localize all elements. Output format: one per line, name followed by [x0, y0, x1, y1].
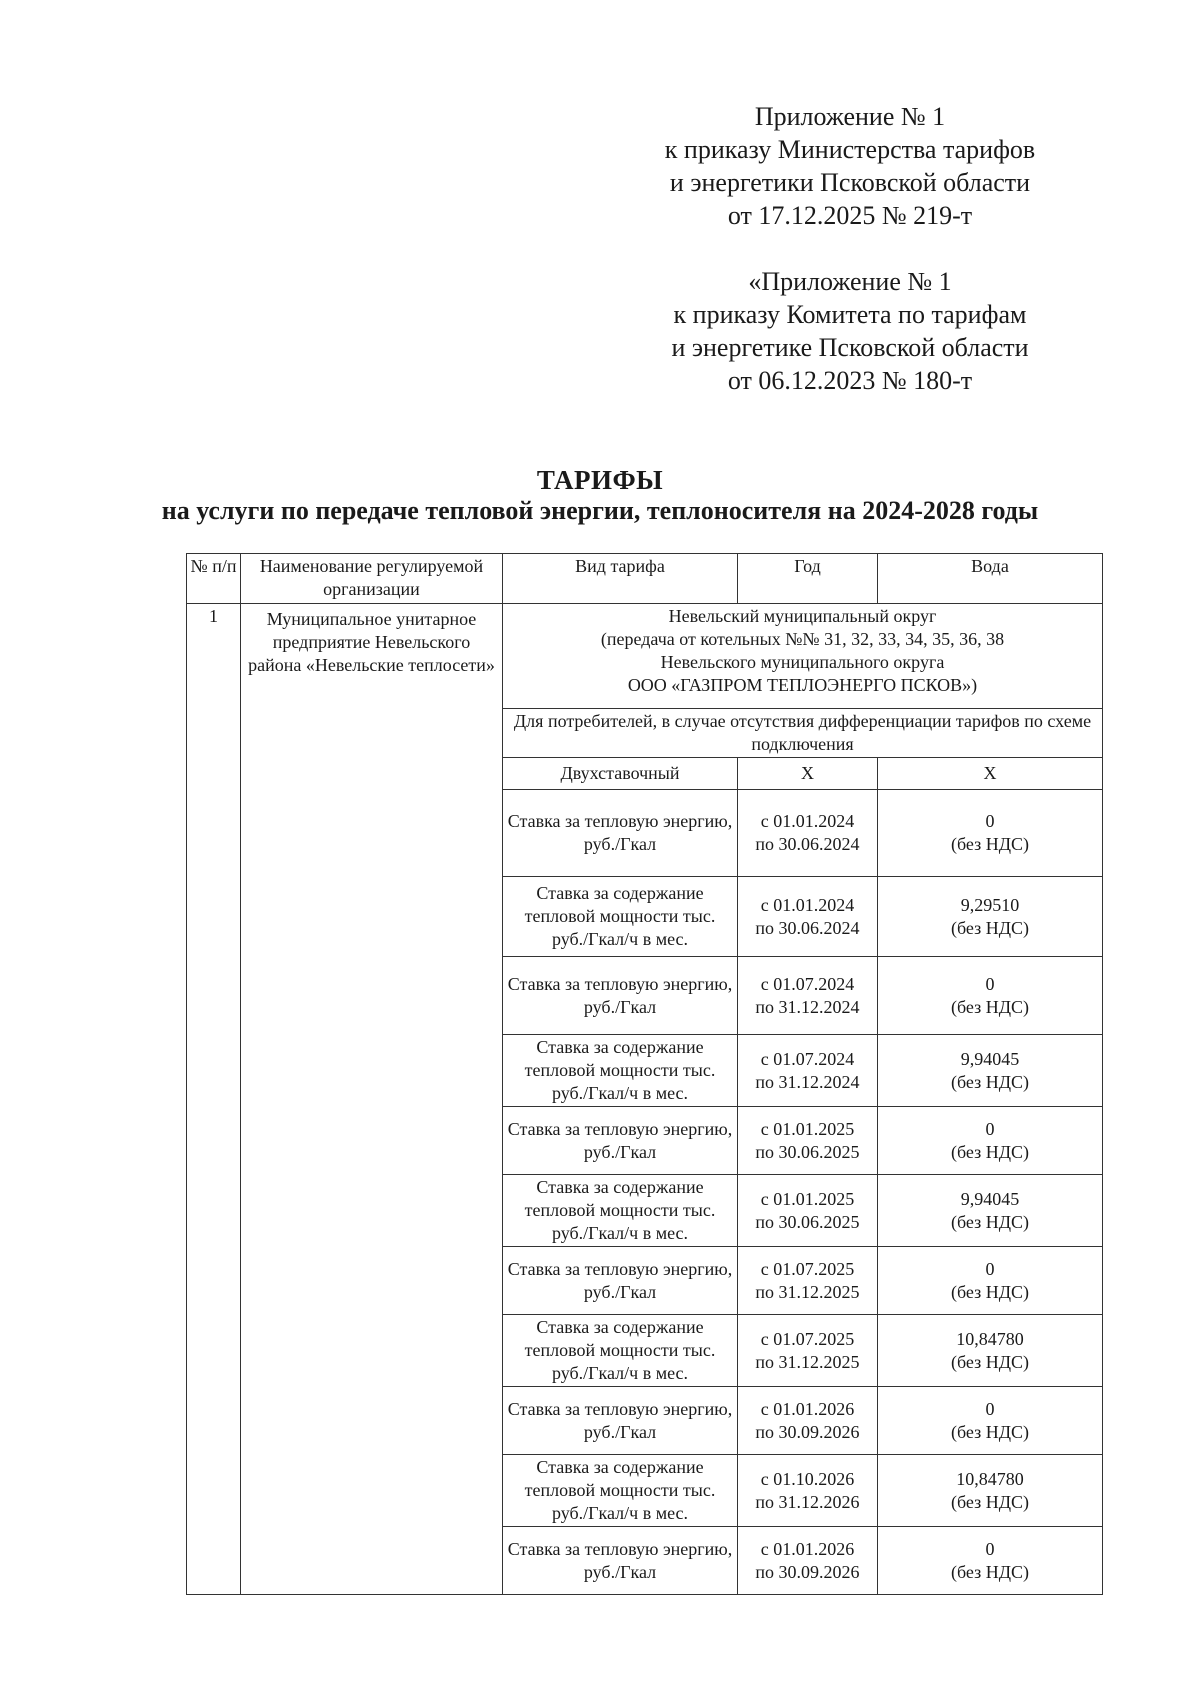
tariff-type: Ставка за тепловую энергию, руб./Гкал [503, 957, 738, 1035]
tariff-amount: 0 [985, 973, 995, 994]
appendix-current-line-2: к приказу Министерства тарифов [664, 135, 1036, 164]
consumers-note: Для потребителей, в случае отсутствия дифференциации тарифов по схеме подключения [503, 709, 1103, 758]
vat-note: (без НДС) [950, 996, 1029, 1017]
period-to: по 31.12.2025 [755, 1281, 860, 1302]
vat-note: (без НДС) [950, 1421, 1029, 1442]
tariff-value [878, 1387, 1103, 1455]
tariff-value [878, 1175, 1103, 1247]
appendix-current-line-1: Приложение № 1 [754, 102, 946, 131]
tariff-amount: 0 [985, 1398, 995, 1419]
period-to: по 30.06.2025 [755, 1211, 860, 1232]
tariff-amount: 9,94045 [960, 1048, 1020, 1069]
appendix-previous-line-4: от 06.12.2023 № 180-т [727, 366, 973, 395]
appendix-current-line-3: и энергетики Псковской области [669, 168, 1031, 197]
vat-note: (без НДС) [950, 917, 1029, 938]
tariff-table [186, 553, 1103, 1595]
vat-note: (без НДС) [950, 834, 1029, 854]
period-from: с 01.07.2025 [760, 1258, 855, 1279]
tariff-type: Ставка за содержание тепловой мощности тыс. руб./Гкал/ч в мес. [503, 1035, 738, 1107]
period-to: по 30.09.2026 [755, 1421, 860, 1442]
tariff-type: Ставка за содержание тепловой мощности тыс. руб./Гкал/ч в мес. [503, 1455, 738, 1527]
tariff-type: Ставка за тепловую энергию, руб./Гкал [503, 1527, 738, 1595]
period-from: с 01.01.2026 [760, 1398, 855, 1419]
period-to: по 31.12.2025 [755, 1351, 860, 1372]
row-number: 1 [187, 604, 241, 1595]
document-title: ТАРИФЫ [536, 465, 664, 495]
tariff-period [738, 1455, 878, 1527]
period-from: с 01.01.2025 [760, 1118, 855, 1139]
tariff-period [738, 1315, 878, 1387]
period-from: с 01.01.2025 [760, 1188, 855, 1209]
tariff-type: Ставка за содержание тепловой мощности тыс. руб./Гкал/ч в мес. [503, 1175, 738, 1247]
tariff-type: Ставка за тепловую энергию, руб./Гкал [503, 1387, 738, 1455]
period-to: по 30.06.2024 [755, 834, 860, 854]
tariff-type: Ставка за содержание тепловой мощности тыс. руб./Гкал/ч в мес. [503, 877, 738, 957]
tariff-period [738, 1247, 878, 1315]
vat-note: (без НДС) [950, 1141, 1029, 1162]
period-to: по 31.12.2026 [755, 1491, 860, 1512]
tariff-amount: 10,84780 [956, 1328, 1024, 1349]
vat-note: (без НДС) [950, 1491, 1029, 1512]
two-part-label: Двухставочный [503, 758, 738, 790]
district-line-2: (передача от котельных №№ 31, 32, 33, 34, 35, 36, 38 [600, 629, 1005, 649]
period-from: с 01.01.2024 [760, 811, 855, 831]
period-from: с 01.07.2024 [760, 1048, 855, 1069]
tariff-value [878, 877, 1103, 957]
tariff-value [878, 1035, 1103, 1107]
tariff-period [738, 877, 878, 957]
tariff-type: Ставка за содержание тепловой мощности тыс. руб./Гкал/ч в мес. [503, 1315, 738, 1387]
period-from: с 01.01.2024 [760, 894, 855, 915]
period-from: с 01.07.2024 [760, 973, 855, 994]
tariff-period [738, 1387, 878, 1455]
appendix-previous-line-3: и энергетике Псковской области [671, 333, 1029, 362]
tariff-value [878, 790, 1103, 877]
tariff-value [878, 1527, 1103, 1595]
appendix-current-block [640, 100, 1060, 232]
period-to: по 30.06.2025 [755, 1141, 860, 1162]
tariff-type: Ставка за тепловую энергию, руб./Гкал [503, 1247, 738, 1315]
tariff-amount: 0 [985, 1118, 995, 1139]
period-from: с 01.01.2026 [760, 1538, 855, 1559]
document-subtitle: на услуги по передаче тепловой энергии, теплоносителя на 2024-2028 годы [161, 496, 1039, 525]
period-from: с 01.07.2025 [760, 1328, 855, 1349]
vat-note: (без НДС) [950, 1281, 1029, 1302]
tariff-period [738, 1175, 878, 1247]
header-num: № п/п [187, 554, 241, 604]
period-to: по 31.12.2024 [755, 996, 860, 1017]
tariff-amount: 0 [985, 1258, 995, 1279]
header-water: Вода [878, 554, 1103, 604]
tariff-value [878, 957, 1103, 1035]
vat-note: (без НДС) [950, 1071, 1029, 1092]
period-to: по 31.12.2024 [755, 1071, 860, 1092]
tariff-value [878, 1247, 1103, 1315]
tariff-amount: 0 [985, 811, 995, 831]
two-part-water: Х [878, 758, 1103, 790]
tariff-value [878, 1315, 1103, 1387]
tariff-period [738, 1527, 878, 1595]
district-line-4: ООО «ГАЗПРОМ ТЕПЛОЭНЕРГО ПСКОВ») [627, 675, 978, 695]
district-line-3: Невельского муниципального округа [660, 652, 945, 672]
tariff-amount: 9,94045 [960, 1188, 1020, 1209]
tariff-amount: 0 [985, 1538, 995, 1559]
tariff-period [738, 790, 878, 877]
tariff-type: Ставка за тепловую энергию, руб./Гкал [503, 1107, 738, 1175]
tariff-period [738, 1107, 878, 1175]
appendix-current-line-4: от 17.12.2025 № 219-т [727, 201, 973, 230]
tariff-period [738, 957, 878, 1035]
period-to: по 30.06.2024 [755, 917, 860, 938]
district-line-1: Невельский муниципальный округ [668, 606, 937, 626]
table-header-row [187, 554, 1103, 604]
vat-note: (без НДС) [950, 1211, 1029, 1232]
appendix-previous-block [640, 265, 1060, 397]
header-year: Год [738, 554, 878, 604]
two-part-year: Х [738, 758, 878, 790]
header-type: Вид тарифа [503, 554, 738, 604]
district-row [187, 604, 1103, 709]
tariff-amount: 10,84780 [956, 1468, 1024, 1489]
appendix-previous-line-1: «Приложение № 1 [748, 267, 952, 296]
period-from: с 01.10.2026 [760, 1468, 855, 1489]
vat-note: (без НДС) [950, 1351, 1029, 1372]
tariff-type: Ставка за тепловую энергию, руб./Гкал [503, 790, 738, 877]
tariff-value [878, 1107, 1103, 1175]
tariff-period [738, 1035, 878, 1107]
tariff-value [878, 1455, 1103, 1527]
period-to: по 30.09.2026 [755, 1561, 860, 1582]
header-org: Наименование регулируемой организации [241, 554, 503, 604]
appendix-previous-line-2: к приказу Комитета по тарифам [673, 300, 1027, 329]
organization-name: Муниципальное унитарное предприятие Невельского района «Невельские теплосети» [241, 604, 503, 1595]
tariff-amount: 9,29510 [960, 894, 1020, 915]
vat-note: (без НДС) [950, 1561, 1029, 1582]
district-cell [503, 604, 1103, 709]
